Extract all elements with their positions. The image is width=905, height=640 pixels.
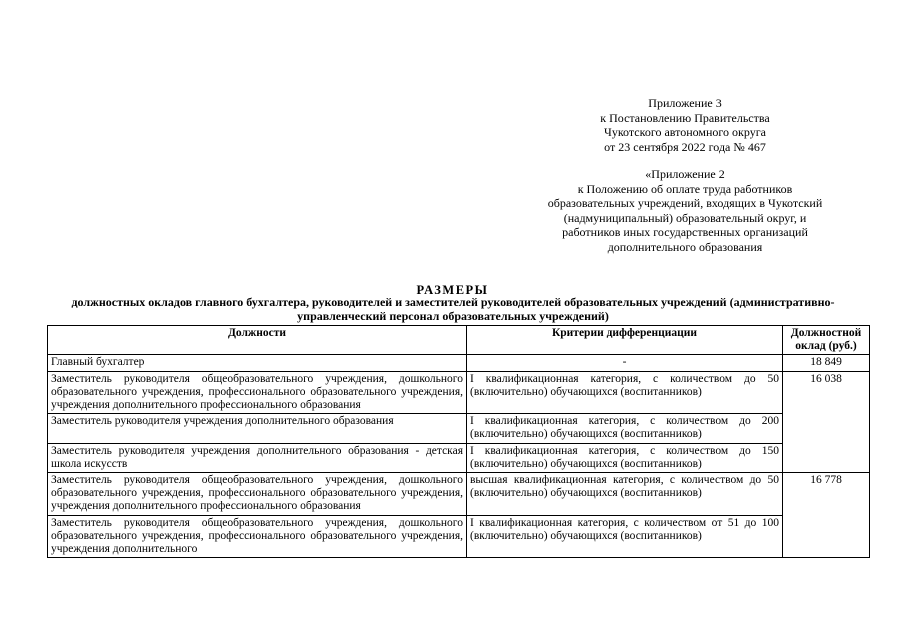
appendix-3-line: Чукотского автономного округа xyxy=(604,125,766,139)
header-position: Должности xyxy=(48,326,467,355)
position-cell: Главный бухгалтер xyxy=(48,355,467,371)
criteria-cell: I квалификационная категория, с количеством до 200 (включительно) обучающихся (воспитанников) xyxy=(467,414,783,443)
criteria-cell: I квалификационная категория, с количеством до 50 (включительно) обучающихся (воспитанников) xyxy=(467,371,783,414)
appendix-2-line: дополнительного образования xyxy=(607,239,763,254)
position-cell: Заместитель руководителя общеобразовательного учреждения, дошкольного образовательного учреждения, профессионального образовательного учреждения, учреждения дополнительного профессионального образования xyxy=(48,473,467,516)
salary-table xyxy=(47,325,870,558)
document-subtitle: должностных окладов главного бухгалтера, руководителей и заместителей руководителей образовательных учреждений (административно-управленческий персонал образовательных учреждений) xyxy=(71,295,835,323)
table-row xyxy=(48,371,870,414)
table-row xyxy=(48,355,870,371)
salary-cell: 18 849 xyxy=(783,355,870,371)
table-header-row xyxy=(48,326,870,355)
criteria-cell: высшая квалификационная категория, с количеством до 50 (включительно) обучающихся (воспитанников) xyxy=(467,473,783,516)
position-cell: Заместитель руководителя учреждения дополнительного образования xyxy=(48,414,467,443)
appendix-3-line: Приложение 3 xyxy=(648,96,722,110)
table-row xyxy=(48,515,870,558)
salary-cell: 16 038 xyxy=(783,371,870,472)
position-cell: Заместитель руководителя учреждения дополнительного образования - детская школа искусств xyxy=(48,443,467,472)
header-criteria: Критерии дифференциации xyxy=(467,326,783,355)
appendix-3-header xyxy=(560,96,810,154)
position-cell: Заместитель руководителя общеобразовательного учреждения, дошкольного образовательного учреждения, профессионального образовательного учреждения, учреждения дополнительного xyxy=(48,515,467,558)
appendix-2-line: «Приложение 2 xyxy=(645,167,725,181)
appendix-2-line: (надмуниципальный) образовательный округ, и xyxy=(563,210,807,225)
document-title: РАЗМЕРЫ xyxy=(416,283,489,297)
criteria-cell: I квалификационная категория, с количеством от 51 до 100 (включительно) обучающихся (воспитанников) xyxy=(467,515,783,558)
appendix-3-line: от 23 сентября 2022 года № 467 xyxy=(604,139,766,154)
appendix-2-line: образовательных учреждений, входящих в Чукотский xyxy=(547,196,823,210)
header-salary: Должностной оклад (руб.) xyxy=(783,326,870,355)
position-cell: Заместитель руководителя общеобразовательного учреждения, дошкольного образовательного учреждения, профессионального образовательного учреждения, учреждения дополнительного профессионального образования xyxy=(48,371,467,414)
criteria-cell: I квалификационная категория, с количеством до 150 (включительно) обучающихся (воспитанников) xyxy=(467,443,783,472)
criteria-cell: - xyxy=(467,355,783,371)
table-row xyxy=(48,473,870,516)
appendix-3-line: к Постановлению Правительства xyxy=(600,110,770,125)
table-row xyxy=(48,414,870,443)
salary-cell: 16 778 xyxy=(783,473,870,558)
appendix-2-header xyxy=(525,167,845,254)
appendix-2-line: к Положению об оплате труда работников xyxy=(577,181,793,196)
appendix-2-line: работников иных государственных организаций xyxy=(562,225,808,239)
table-row xyxy=(48,443,870,472)
